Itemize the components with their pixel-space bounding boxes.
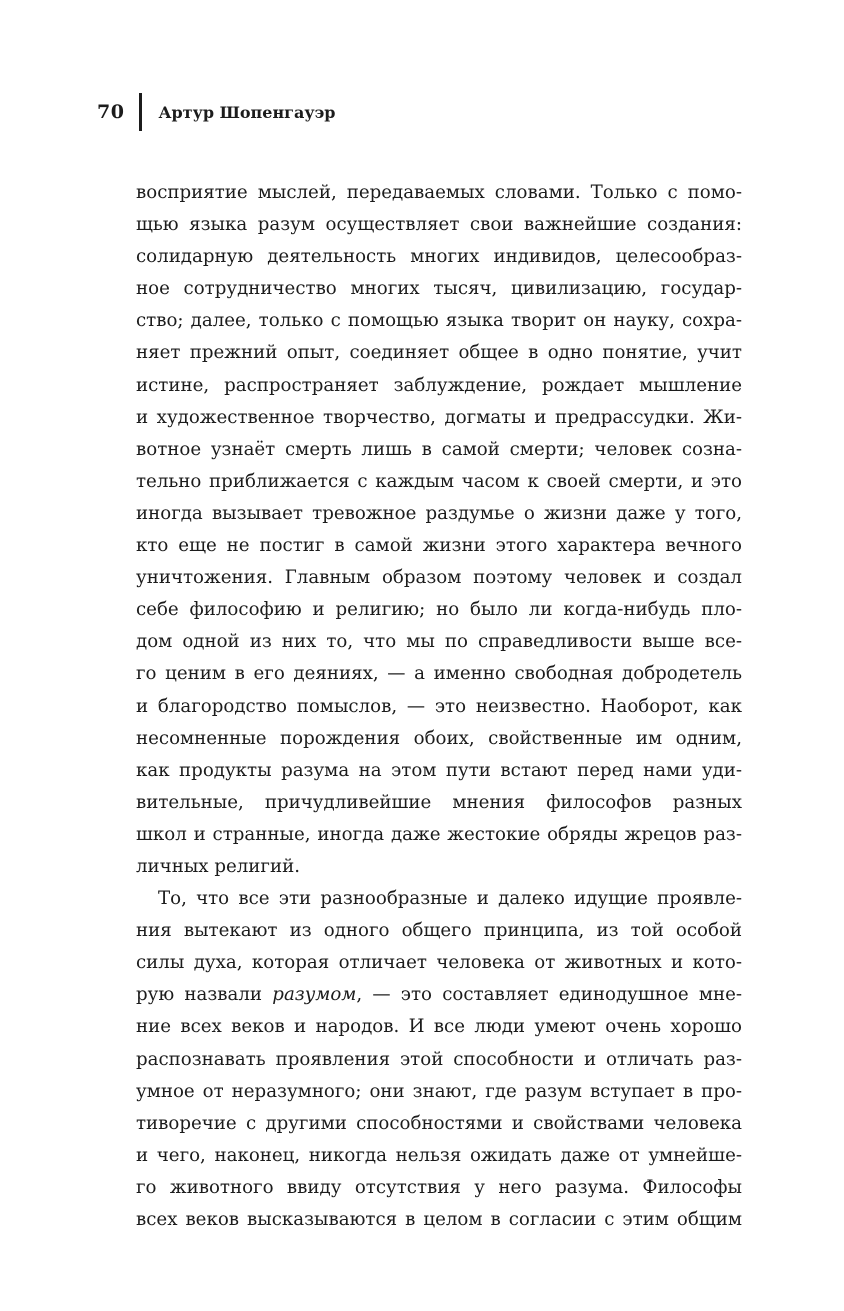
text-line-with-emphasis xyxy=(136,979,742,1011)
text-line: школ и странные, иногда даже жестокие обряды жрецов раз- xyxy=(136,823,742,845)
text-line: вотное узнаёт смерть лишь в самой смерти; человек созна- xyxy=(136,438,742,460)
text-line: несомненные порождения обоих, свойственные им одним, xyxy=(136,727,742,749)
text-line: восприятие мыслей, передаваемых словами. Только с помо- xyxy=(136,182,742,203)
text-line: кто еще не постиг в самой жизни этого характера вечного xyxy=(136,535,742,557)
text-line: и благородство помыслов, — это неизвестно. Наоборот, как xyxy=(136,695,742,717)
page-number: 70 xyxy=(97,101,125,123)
text-line: ния вытекают из одного общего принципа, из той особой xyxy=(136,920,742,942)
text-line: личных религий. xyxy=(136,855,300,877)
text-line: иногда вызывает тревожное раздумье о жизни даже у того, xyxy=(136,502,742,524)
text-line: ное сотрудничество многих тысяч, цивилизацию, государ- xyxy=(136,278,742,300)
text-line: То, что все эти разнообразные и далеко идущие проявле- xyxy=(158,888,742,910)
text-line: ство; далее, только с помощью языка творит он науку, сохра- xyxy=(136,310,742,332)
text-line: уничтожения. Главным образом поэтому человек и создал xyxy=(136,567,742,589)
text-line: умное от неразумного; они знают, где разум вступает в про- xyxy=(136,1080,742,1102)
text-line: и художественное творчество, догматы и предрассудки. Жи- xyxy=(136,406,742,428)
text-line: силы духа, которая отличает человека от животных и кото- xyxy=(136,952,742,974)
text-line: и чего, наконец, никогда нельзя ожидать даже от умнейше- xyxy=(136,1144,742,1166)
paragraph-2 xyxy=(136,883,742,1236)
text-line: го ценим в его деяниях, — а именно свободная добродетель xyxy=(136,663,742,685)
running-head xyxy=(97,92,336,132)
running-head-divider xyxy=(139,93,142,131)
text-line: тельно приближается с каждым часом к своей смерти, и это xyxy=(136,470,742,492)
text-fragment: рую назвали xyxy=(136,984,273,1006)
running-head-author: Артур Шопенгауэр xyxy=(158,102,336,122)
text-line: истине, распространяет заблуждение, рождает мышление xyxy=(136,374,742,396)
text-line: тиворечие с другими способностями и свойствами человека xyxy=(136,1112,742,1134)
text-line: солидарную деятельность многих индивидов, целесообраз- xyxy=(136,246,742,268)
text-line: вительные, причудливейшие мнения философов разных xyxy=(136,791,742,813)
text-line: всех веков высказываются в целом в согласии с этим общим xyxy=(136,1209,742,1230)
text-fragment: , — это составляет единодушное мне- xyxy=(356,984,742,1006)
text-line: как продукты разума на этом пути встают перед нами уди- xyxy=(136,759,742,781)
text-line: го животного ввиду отсутствия у него разума. Философы xyxy=(136,1176,742,1198)
paragraph-1 xyxy=(136,177,742,883)
text-line: дом одной из них то, что мы по справедливости выше все- xyxy=(136,631,742,653)
body-text xyxy=(136,177,742,1236)
text-line: няет прежний опыт, соединяет общее в одно понятие, учит xyxy=(136,342,742,364)
text-line: распознавать проявления этой способности и отличать раз- xyxy=(136,1048,742,1070)
text-line: щью языка разум осуществляет свои важнейшие создания: xyxy=(136,214,742,236)
emphasized-term: разумом xyxy=(272,984,357,1006)
text-line: ние всех веков и народов. И все люди умеют очень хорошо xyxy=(136,1016,742,1038)
text-line: себе философию и религию; но было ли когда-нибудь пло- xyxy=(136,599,742,621)
